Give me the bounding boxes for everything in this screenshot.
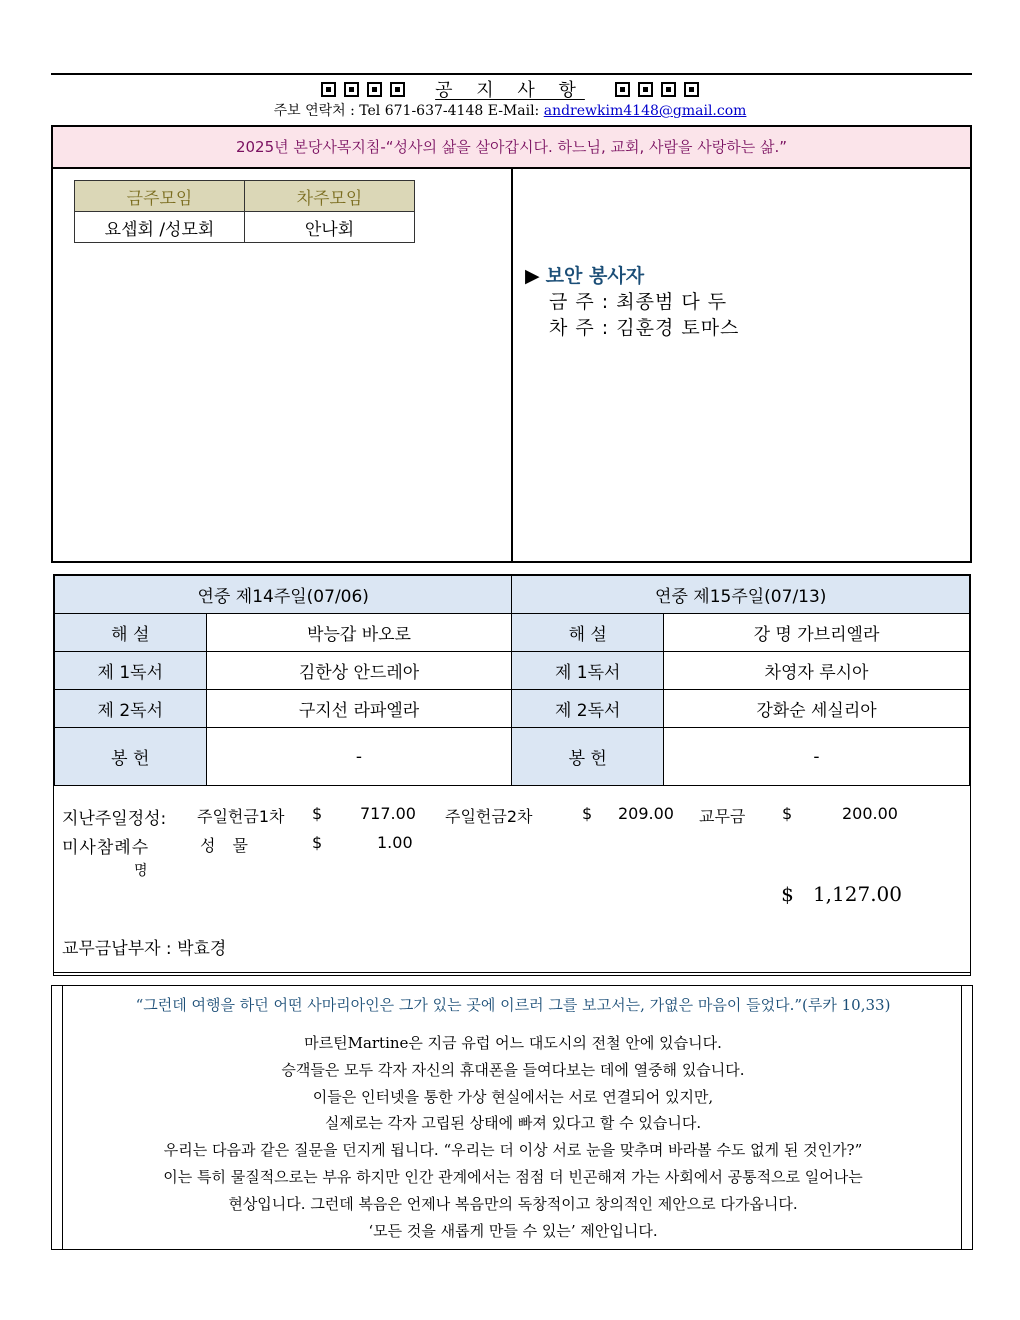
role-label: 제 2독서 — [512, 690, 664, 728]
collection1-label: 주일헌금1차 — [197, 807, 285, 826]
reflection-line: 승객들은 모두 각자 자신의 휴대폰을 들여다보는 데에 열중해 있습니다. — [281, 1060, 745, 1079]
square-bullet-icon — [390, 82, 405, 97]
total-value: 1,127.00 — [812, 882, 902, 906]
title-text: 공 지 사 항 — [435, 80, 585, 101]
week1-value: 김한상 안드레아 — [206, 652, 512, 690]
square-bullet-icon — [321, 82, 336, 97]
week1-value: 박능갑 바오로 — [206, 614, 512, 652]
column-divider — [511, 169, 513, 561]
diocese-value: 200.00 — [842, 804, 898, 823]
collection2-label: 주일헌금2차 — [445, 807, 533, 826]
square-bullet-icon — [661, 82, 676, 97]
service-finance-box — [53, 574, 971, 976]
diocese-currency: $ — [782, 804, 793, 823]
this-week-meeting: 요셉회 /성모회 — [75, 212, 245, 243]
diocese-payer — [62, 934, 226, 959]
triangle-bullet-icon: ▶ — [525, 265, 540, 287]
attendance-unit: 명 — [134, 863, 148, 879]
reflection-box — [51, 985, 973, 1250]
payer-name: 박효경 — [177, 939, 227, 959]
gift-value: 1.00 — [377, 833, 413, 852]
week1-header: 연중 제14주일(07/06) — [55, 576, 512, 614]
reflection-line: 이는 특히 물질적으로는 부유 하지만 인간 관계에서는 점점 더 빈곤해져 가는 사회에서 공통적으로 일어나는 — [163, 1167, 863, 1186]
gift-currency: $ — [312, 833, 323, 852]
scripture-quote: “그런데 여행을 하던 어떤 사마리아인은 그가 있는 곳에 이르러 그를 보고서는, 가엾은 마음이 들었다.”(루카 10,33) — [135, 996, 891, 1014]
reflection-line: 우리는 다음과 같은 질문을 던지게 됩니다. “우리는 더 이상 서로 눈을 맞추며 바라볼 수도 없게 된 것인가?” — [163, 1141, 863, 1160]
gift-label: 성 물 — [200, 836, 254, 855]
square-bullet-icon — [684, 82, 699, 97]
payer-label: 교무금납부자 : — [62, 939, 172, 959]
reflection-line: 마르틴Martine은 지금 유럽 어느 대도시의 전철 안에 있습니다. — [304, 1034, 722, 1052]
role-label: 봉 헌 — [512, 728, 664, 786]
role-label: 해 설 — [512, 614, 664, 652]
security-name: 김훈경 토마스 — [616, 317, 740, 339]
square-bullet-icon — [638, 82, 653, 97]
week1-value: 구지선 라파엘라 — [206, 690, 512, 728]
reflection-text — [63, 1030, 963, 1244]
pastoral-motto: 2025년 본당사목지침-“성사의 삶을 살아갑시다. 하느님, 교회, 사람을 사랑하는 삶.” — [53, 127, 970, 169]
collection2-value: 209.00 — [618, 804, 674, 823]
double-rule — [54, 972, 970, 973]
finance-total — [781, 882, 902, 906]
contact-line — [0, 100, 1020, 120]
week2-value: 강 명 가브리엘라 — [664, 614, 970, 652]
next-week-meeting-header: 차주모임 — [245, 181, 415, 212]
square-bullet-icon — [344, 82, 359, 97]
role-label: 제 2독서 — [55, 690, 207, 728]
reflection-line: 실제로는 각자 고립된 상태에 빠져 있다고 할 수 있습니다. — [324, 1114, 702, 1133]
square-bullet-icon — [367, 82, 382, 97]
reflection-inner — [62, 986, 962, 1249]
next-week-meeting: 안나회 — [245, 212, 415, 243]
square-bullet-icon — [615, 82, 630, 97]
role-label: 해 설 — [55, 614, 207, 652]
diocese-label: 교무금 — [699, 807, 746, 826]
page-title — [0, 76, 1020, 102]
attendance-label: 미사참례수 — [62, 838, 150, 858]
security-row: 차 주 : 김훈경 토마스 — [549, 317, 740, 339]
role-label: 제 1독서 — [55, 652, 207, 690]
week2-value: 강화순 세실리아 — [664, 690, 970, 728]
reflection-line: 이들은 인터넷을 통한 가상 현실에서는 서로 연결되어 있지만, — [312, 1087, 714, 1106]
total-currency: $ — [781, 882, 794, 906]
notice-box — [51, 125, 972, 563]
collection1-value: 717.00 — [360, 804, 416, 823]
security-title: 보안 봉사자 — [545, 265, 645, 287]
service-schedule-table — [54, 575, 970, 786]
role-label: 제 1독서 — [512, 652, 664, 690]
week1-value: - — [206, 728, 512, 786]
security-label: 금 주 — [549, 291, 595, 313]
security-label: 차 주 — [549, 317, 595, 339]
week2-value: - — [664, 728, 970, 786]
collection2-currency: $ — [582, 804, 593, 823]
security-volunteers — [525, 263, 739, 341]
collection1-currency: $ — [312, 804, 323, 823]
reflection-line: ‘모든 것을 새롭게 만들 수 있는’ 제안입니다. — [368, 1221, 658, 1240]
security-name: 최종범 다 두 — [616, 291, 728, 313]
contact-prefix: 주보 연락처 : Tel 671-637-4148 E-Mail: — [273, 103, 544, 119]
finance-label: 지난주일정성: — [62, 809, 167, 829]
security-row: 금 주 : 최종범 다 두 — [549, 291, 728, 313]
week2-value: 차영자 루시아 — [664, 652, 970, 690]
this-week-meeting-header: 금주모임 — [75, 181, 245, 212]
meetings-table — [74, 180, 415, 243]
email-link[interactable]: andrewkim4148@gmail.com — [543, 103, 747, 119]
role-label: 봉 헌 — [55, 728, 207, 786]
week2-header: 연중 제15주일(07/13) — [512, 576, 970, 614]
reflection-line: 현상입니다. 그런데 복음은 언제나 복음만의 독창적이고 창의적인 제안으로 다가옵니다. — [228, 1194, 798, 1213]
top-rule — [51, 73, 972, 75]
